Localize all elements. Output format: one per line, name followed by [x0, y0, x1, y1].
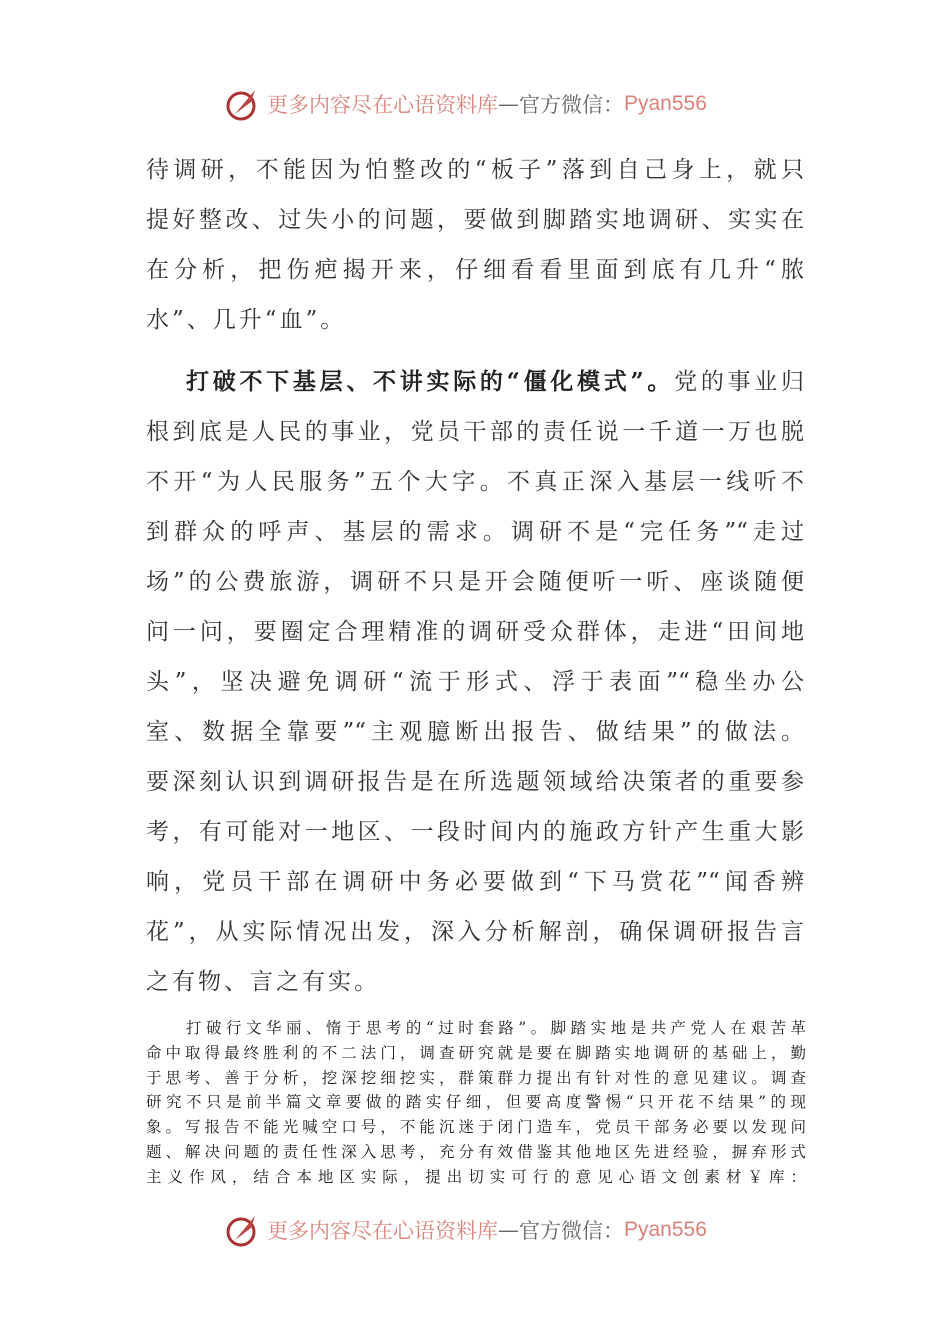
text-line: 场”的公费旅游，调研不只是开会随便听一听、座谈随便: [146, 569, 804, 595]
text-line: 不开“为人民服务”五个大字。不真正深入基层一线听不: [146, 469, 804, 495]
text-line: 要深刻认识到调研报告是在所选题领域给决策者的重要参: [146, 769, 804, 795]
paragraph-heading: 打破不下基层、不讲实际的“僵化模式”。: [186, 368, 675, 395]
text-line: 花”，从实际情况出发，深入分析解剖，确保调研报告言: [146, 919, 804, 945]
text-span: 党的事业归: [674, 369, 804, 395]
header-watermark-banner: [225, 84, 707, 124]
text-line: 水”、几升“血”。: [146, 307, 347, 333]
banner-wechat-label: 官方微信：: [519, 1219, 624, 1243]
text-line: 室、数据全靠要”“主观臆断出报告、做结果”的做法。: [146, 719, 804, 745]
text-line: 之有物、言之有实。: [146, 969, 380, 995]
text-line: 考，有可能对一地区、一段时间内的施政方针产生重大影: [146, 819, 804, 845]
text-line: 在分析，把伤疤揭开来，仔细看看里面到底有几升“脓: [146, 257, 804, 283]
banner-text: 更多内容尽在心语资料库: [267, 1219, 498, 1243]
banner-text: 更多内容尽在心语资料库: [267, 93, 498, 117]
text-line: 待调研，不能因为怕整改的“板子”落到自己身上，就只: [146, 157, 804, 183]
paragraph-1: [146, 145, 804, 345]
banner-wechat-id: Pyan556: [624, 1218, 707, 1241]
text-line: 命中取得最终胜利的不二法门，调查研究就是要在脚踏实地调研的基础上，勤: [146, 1043, 806, 1062]
banner-wechat-label: 官方微信：: [519, 93, 624, 117]
text-line: 研究不只是前半篇文章要做的踏实仔细，但要高度警惕“只开花不结果”的现: [146, 1093, 806, 1112]
text-line: 到群众的呼声、基层的需求。调研不是“完任务”“走过: [146, 519, 804, 545]
quill-logo-icon: [225, 86, 261, 122]
text-line: 象。写报告不能光喊空口号，不能沉迷于闭门造车，党员干部务必要以发现问: [146, 1118, 806, 1137]
text-line: 响，党员干部在调研中务必要做到“下马赏花”“闻香辨: [146, 869, 804, 895]
text-line: 题、解决问题的责任性深入思考，充分有效借鉴其他地区先进经验，摒弃形式: [146, 1142, 806, 1161]
text-line: 提好整改、过失小的问题，要做到脚踏实地调研、实实在: [146, 207, 804, 233]
text-line: [146, 357, 804, 407]
text-line: 于思考、善于分析，挖深挖细挖实，群策群力提出有针对性的意见建议。调查: [146, 1068, 806, 1087]
text-line: 根到底是人民的事业，党员干部的责任说一千道一万也脱: [146, 419, 804, 445]
banner-dash: —: [498, 1218, 519, 1242]
quill-logo-icon: [225, 1212, 261, 1248]
banner-dash: —: [498, 92, 519, 116]
paragraph-3: [146, 1016, 806, 1190]
text-line: 头”，坚决避免调研“流于形式、浮于表面”“稳坐办公: [146, 669, 804, 695]
text-line: 打破行文华丽、惰于思考的“过时套路”。脚踏实地是共产党人在艰苦革: [186, 1019, 806, 1037]
text-line: 问一问，要圈定合理精准的调研受众群体，走进“田间地: [146, 619, 804, 645]
text-line: 主义作风，结合本地区实际，提出切实可行的意见心语文创素材￥库：: [146, 1167, 806, 1186]
footer-watermark-banner: [225, 1210, 707, 1250]
paragraph-2: [146, 357, 804, 1007]
banner-wechat-id: Pyan556: [624, 92, 707, 115]
